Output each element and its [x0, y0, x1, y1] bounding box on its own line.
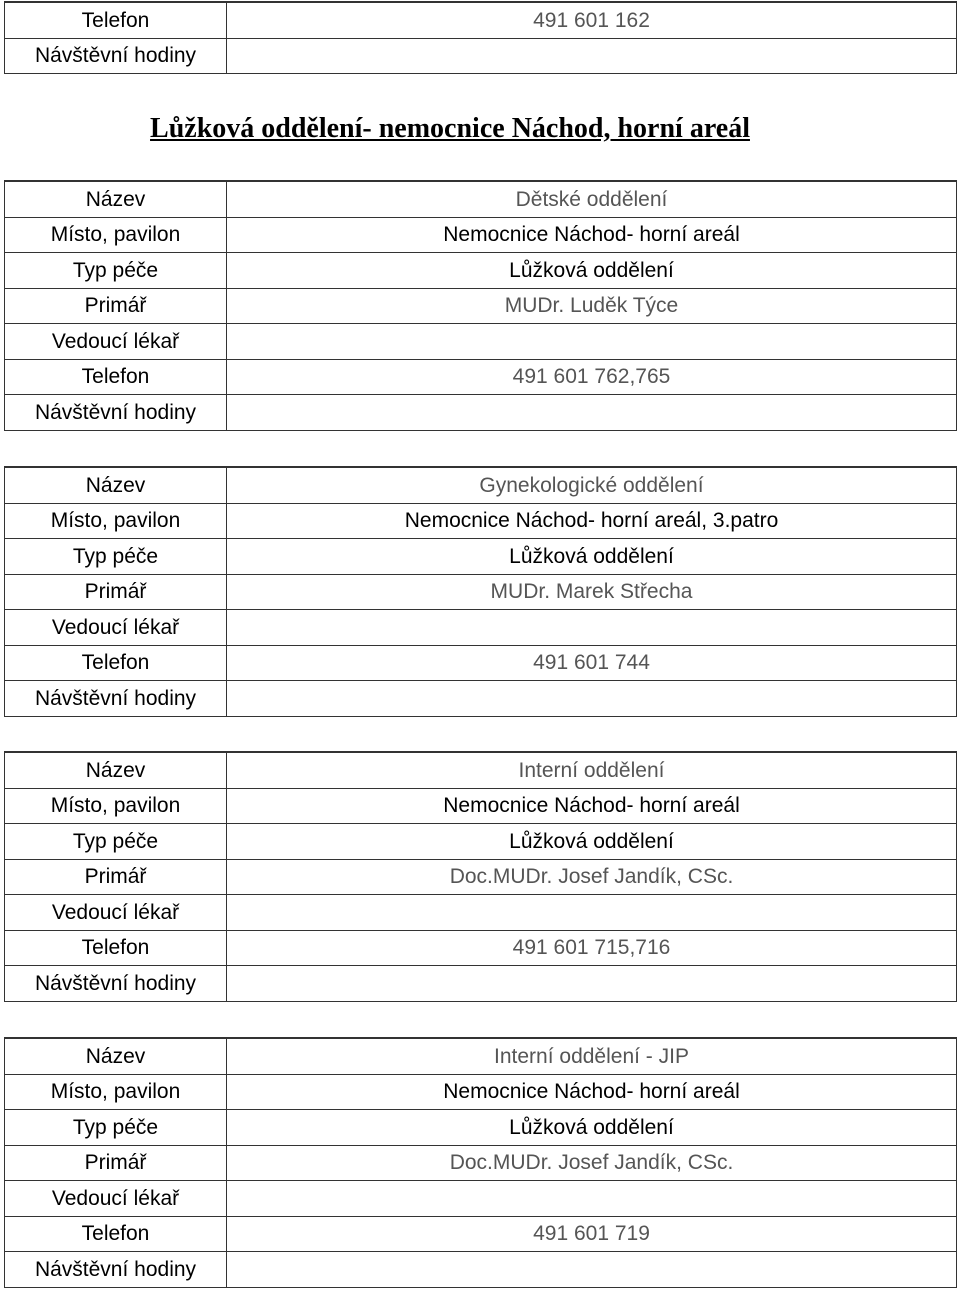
lead-value — [227, 324, 957, 360]
table-row — [5, 38, 957, 74]
visit-label: Návštěvní hodiny — [5, 395, 227, 431]
department-table-gynecology — [4, 466, 957, 717]
primary-label: Primář — [5, 574, 227, 610]
table-row — [5, 859, 957, 895]
phone-value: 491 601 162 — [227, 2, 957, 38]
table-row — [5, 1110, 957, 1146]
place-value: Nemocnice Náchod- horní areál — [227, 788, 957, 824]
care-value: Lůžková oddělení — [227, 253, 957, 289]
table-row — [5, 824, 957, 860]
lead-label: Vedoucí lékař — [5, 324, 227, 360]
care-label: Typ péče — [5, 253, 227, 289]
visit-value — [227, 681, 957, 717]
table-row — [5, 359, 957, 395]
table-row — [5, 1181, 957, 1217]
name-label: Název — [5, 752, 227, 788]
care-value: Lůžková oddělení — [227, 539, 957, 575]
table-row — [5, 1216, 957, 1252]
section-title: Lůžková oddělení- nemocnice Náchod, horní areál — [150, 113, 750, 144]
table-row — [5, 966, 957, 1002]
lead-value — [227, 610, 957, 646]
primary-value: Doc.MUDr. Josef Jandík, CSc. — [227, 859, 957, 895]
visit-label: Návštěvní hodiny — [5, 1252, 227, 1288]
table-row — [5, 539, 957, 575]
table-row — [5, 288, 957, 324]
place-label: Místo, pavilon — [5, 217, 227, 253]
visit-value — [227, 966, 957, 1002]
care-value: Lůžková oddělení — [227, 824, 957, 860]
name-label: Název — [5, 181, 227, 217]
table-row — [5, 1252, 957, 1288]
table-row — [5, 2, 957, 38]
name-value: Interní oddělení — [227, 752, 957, 788]
place-label: Místo, pavilon — [5, 788, 227, 824]
phone-label: Telefon — [5, 645, 227, 681]
table-row — [5, 752, 957, 788]
table-row — [5, 1038, 957, 1074]
table-row — [5, 324, 957, 360]
primary-label: Primář — [5, 288, 227, 324]
table-row — [5, 788, 957, 824]
name-value: Dětské oddělení — [227, 181, 957, 217]
place-value: Nemocnice Náchod- horní areál — [227, 1074, 957, 1110]
lead-value — [227, 1181, 957, 1217]
table-row — [5, 217, 957, 253]
visit-label: Návštěvní hodiny — [5, 38, 227, 74]
care-value: Lůžková oddělení — [227, 1110, 957, 1146]
top-info-table — [4, 1, 957, 74]
table-row — [5, 645, 957, 681]
table-row — [5, 930, 957, 966]
table-row — [5, 467, 957, 503]
department-table-internal-icu — [4, 1037, 957, 1288]
place-label: Místo, pavilon — [5, 1074, 227, 1110]
place-value: Nemocnice Náchod- horní areál — [227, 217, 957, 253]
phone-value: 491 601 715,716 — [227, 930, 957, 966]
department-table-internal — [4, 751, 957, 1002]
table-row — [5, 610, 957, 646]
table-row — [5, 181, 957, 217]
lead-value — [227, 895, 957, 931]
place-label: Místo, pavilon — [5, 503, 227, 539]
table-row — [5, 681, 957, 717]
primary-label: Primář — [5, 859, 227, 895]
table-row — [5, 1145, 957, 1181]
name-label: Název — [5, 1038, 227, 1074]
table-row — [5, 395, 957, 431]
primary-label: Primář — [5, 1145, 227, 1181]
place-value: Nemocnice Náchod- horní areál, 3.patro — [227, 503, 957, 539]
name-value: Gynekologické oddělení — [227, 467, 957, 503]
table-row — [5, 895, 957, 931]
phone-value: 491 601 762,765 — [227, 359, 957, 395]
visit-label: Návštěvní hodiny — [5, 966, 227, 1002]
visit-value — [227, 38, 957, 74]
lead-label: Vedoucí lékař — [5, 1181, 227, 1217]
primary-value: Doc.MUDr. Josef Jandík, CSc. — [227, 1145, 957, 1181]
primary-value: MUDr. Marek Střecha — [227, 574, 957, 610]
phone-value: 491 601 719 — [227, 1216, 957, 1252]
phone-label: Telefon — [5, 359, 227, 395]
table-row — [5, 253, 957, 289]
phone-label: Telefon — [5, 930, 227, 966]
care-label: Typ péče — [5, 824, 227, 860]
phone-value: 491 601 744 — [227, 645, 957, 681]
name-label: Název — [5, 467, 227, 503]
visit-value — [227, 1252, 957, 1288]
primary-value: MUDr. Luděk Týce — [227, 288, 957, 324]
table-row — [5, 1074, 957, 1110]
lead-label: Vedoucí lékař — [5, 610, 227, 646]
care-label: Typ péče — [5, 1110, 227, 1146]
department-table-pediatrics — [4, 180, 957, 431]
lead-label: Vedoucí lékař — [5, 895, 227, 931]
table-row — [5, 503, 957, 539]
phone-label: Telefon — [5, 2, 227, 38]
visit-label: Návštěvní hodiny — [5, 681, 227, 717]
visit-value — [227, 395, 957, 431]
name-value: Interní oddělení - JIP — [227, 1038, 957, 1074]
care-label: Typ péče — [5, 539, 227, 575]
table-row — [5, 574, 957, 610]
phone-label: Telefon — [5, 1216, 227, 1252]
